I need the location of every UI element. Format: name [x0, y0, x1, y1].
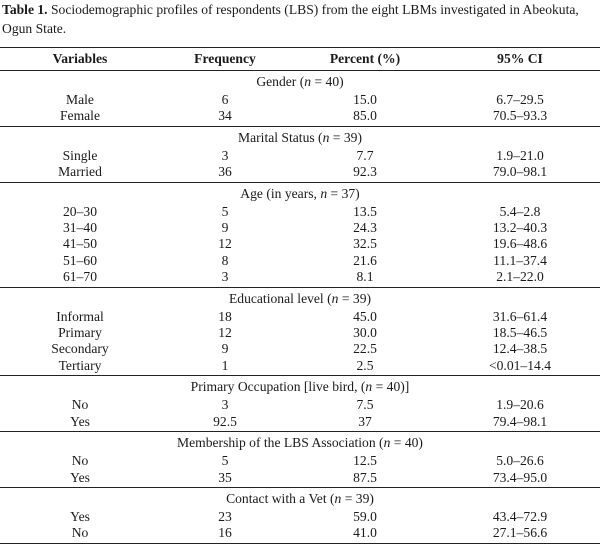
table-row — [0, 414, 600, 432]
cell-frequency: 36 — [218, 164, 232, 180]
cell-variable: Yes — [70, 413, 90, 429]
table-row — [0, 453, 600, 469]
table-row — [0, 269, 600, 287]
cell-ci: 5.4–2.8 — [499, 203, 541, 219]
cell-ci: 1.9–20.6 — [496, 397, 544, 413]
header-row — [0, 48, 600, 71]
cell-ci: <0.01–14.4 — [488, 357, 552, 373]
cell-percent: 85.0 — [353, 108, 377, 124]
cell-frequency: 3 — [221, 269, 229, 285]
cell-variable: No — [71, 525, 89, 541]
cell-variable: 31–40 — [63, 220, 97, 236]
cell-percent: 7.7 — [356, 147, 374, 163]
cell-percent: 12.5 — [353, 453, 377, 469]
cell-variable: Single — [62, 147, 98, 163]
section-title: Marital Status (n = 39) — [238, 129, 362, 145]
cell-percent: 32.5 — [353, 236, 377, 252]
cell-frequency: 12 — [218, 236, 232, 252]
cell-frequency: 16 — [218, 525, 232, 541]
table-row — [0, 164, 600, 182]
cell-variable: 61–70 — [63, 269, 97, 285]
cell-percent: 24.3 — [353, 220, 377, 236]
header-variables: Variables — [52, 51, 108, 66]
table-row — [0, 358, 600, 376]
section-title: Gender (n = 40) — [256, 74, 344, 89]
cell-percent: 92.3 — [353, 164, 377, 180]
cell-frequency: 1 — [221, 357, 229, 373]
cell-variable: No — [71, 397, 89, 413]
cell-ci: 73.4–95.0 — [492, 469, 548, 485]
cell-ci: 5.0–26.6 — [496, 453, 544, 469]
section-header-row — [0, 71, 600, 93]
table-row — [0, 204, 600, 220]
cell-frequency: 92.5 — [213, 413, 237, 429]
table-row — [0, 236, 600, 252]
cell-variable: Male — [66, 92, 94, 107]
table-row — [0, 253, 600, 269]
cell-variable: Married — [58, 164, 102, 180]
cell-variable: 41–50 — [63, 236, 97, 252]
section-title: Primary Occupation [live bird, (n = 40)] — [190, 379, 410, 395]
header-frequency: Frequency — [194, 51, 256, 66]
cell-percent: 13.5 — [353, 203, 377, 219]
table-row — [0, 325, 600, 341]
table-row — [0, 341, 600, 357]
cell-frequency: 6 — [221, 92, 229, 107]
cell-ci: 18.5–46.5 — [492, 325, 548, 341]
section-header-row — [0, 376, 600, 398]
section-title: Age (in years, n = 37) — [240, 185, 360, 201]
sociodemographic-table — [0, 47, 600, 544]
cell-ci: 12.4–38.5 — [492, 341, 548, 357]
cell-variable: 51–60 — [63, 252, 97, 268]
cell-ci: 43.4–72.9 — [492, 508, 548, 524]
cell-frequency: 35 — [218, 469, 232, 485]
header-ci: 95% CI — [497, 51, 543, 66]
cell-frequency: 5 — [221, 203, 229, 219]
cell-variable: 20–30 — [63, 203, 97, 219]
table-caption — [2, 0, 598, 38]
caption-label: Table 1. — [2, 2, 48, 17]
cell-ci: 31.6–61.4 — [492, 308, 548, 324]
cell-frequency: 12 — [218, 325, 232, 341]
cell-ci: 2.1–22.0 — [496, 269, 544, 285]
section-header-row — [0, 432, 600, 454]
section-header-row — [0, 287, 600, 309]
cell-percent: 41.0 — [353, 525, 377, 541]
cell-ci: 13.2–40.3 — [492, 220, 548, 236]
cell-ci: 79.4–98.1 — [492, 413, 548, 429]
cell-ci: 27.1–56.6 — [492, 525, 548, 541]
table-row — [0, 92, 600, 108]
table-row — [0, 309, 600, 325]
cell-percent: 8.1 — [356, 269, 374, 285]
section-title: Educational level (n = 39) — [228, 290, 372, 306]
table-row — [0, 525, 600, 543]
section-title: Contact with a Vet (n = 39) — [226, 490, 374, 506]
cell-variable: Tertiary — [58, 357, 102, 373]
cell-percent: 37 — [358, 413, 372, 429]
section-header-row — [0, 126, 600, 148]
cell-frequency: 5 — [221, 453, 229, 469]
cell-variable: Female — [59, 108, 100, 124]
cell-frequency: 3 — [221, 397, 229, 413]
cell-frequency: 18 — [218, 308, 232, 324]
cell-frequency: 23 — [218, 508, 232, 524]
cell-ci: 6.7–29.5 — [496, 92, 544, 107]
table-row — [0, 470, 600, 488]
cell-ci: 1.9–21.0 — [496, 147, 544, 163]
cell-frequency: 34 — [218, 108, 232, 124]
cell-percent: 2.5 — [356, 357, 374, 373]
cell-percent: 87.5 — [353, 469, 377, 485]
table-row — [0, 148, 600, 164]
cell-percent: 21.6 — [353, 252, 377, 268]
cell-variable: No — [71, 453, 89, 469]
cell-variable: Informal — [56, 308, 104, 324]
table-row — [0, 509, 600, 525]
cell-percent: 45.0 — [353, 308, 377, 324]
table-row — [0, 108, 600, 126]
table-row — [0, 397, 600, 413]
section-header-row — [0, 182, 600, 204]
cell-percent: 15.0 — [353, 92, 377, 107]
caption-text: Sociodemographic profiles of respondents (LBS) from the eight LBMs investigated in Abeokuta, Ogun State. — [2, 2, 579, 36]
table-row — [0, 220, 600, 236]
section-header-row — [0, 487, 600, 509]
cell-percent: 59.0 — [353, 508, 377, 524]
cell-percent: 22.5 — [353, 341, 377, 357]
cell-variable: Primary — [58, 325, 102, 341]
cell-ci: 70.5–93.3 — [492, 108, 548, 124]
cell-variable: Secondary — [51, 341, 109, 357]
cell-variable: Yes — [70, 469, 90, 485]
cell-frequency: 3 — [221, 147, 229, 163]
cell-frequency: 8 — [221, 252, 229, 268]
cell-percent: 30.0 — [353, 325, 377, 341]
cell-percent: 7.5 — [356, 397, 374, 413]
section-title: Membership of the LBS Association (n = 40) — [177, 435, 423, 451]
cell-frequency: 9 — [221, 341, 229, 357]
table-body — [0, 71, 600, 544]
header-percent: Percent (%) — [329, 51, 401, 66]
cell-frequency: 9 — [221, 220, 229, 236]
cell-ci: 11.1–37.4 — [493, 252, 547, 268]
cell-ci: 79.0–98.1 — [492, 164, 548, 180]
cell-variable: Yes — [70, 508, 90, 524]
cell-ci: 19.6–48.6 — [492, 236, 548, 252]
